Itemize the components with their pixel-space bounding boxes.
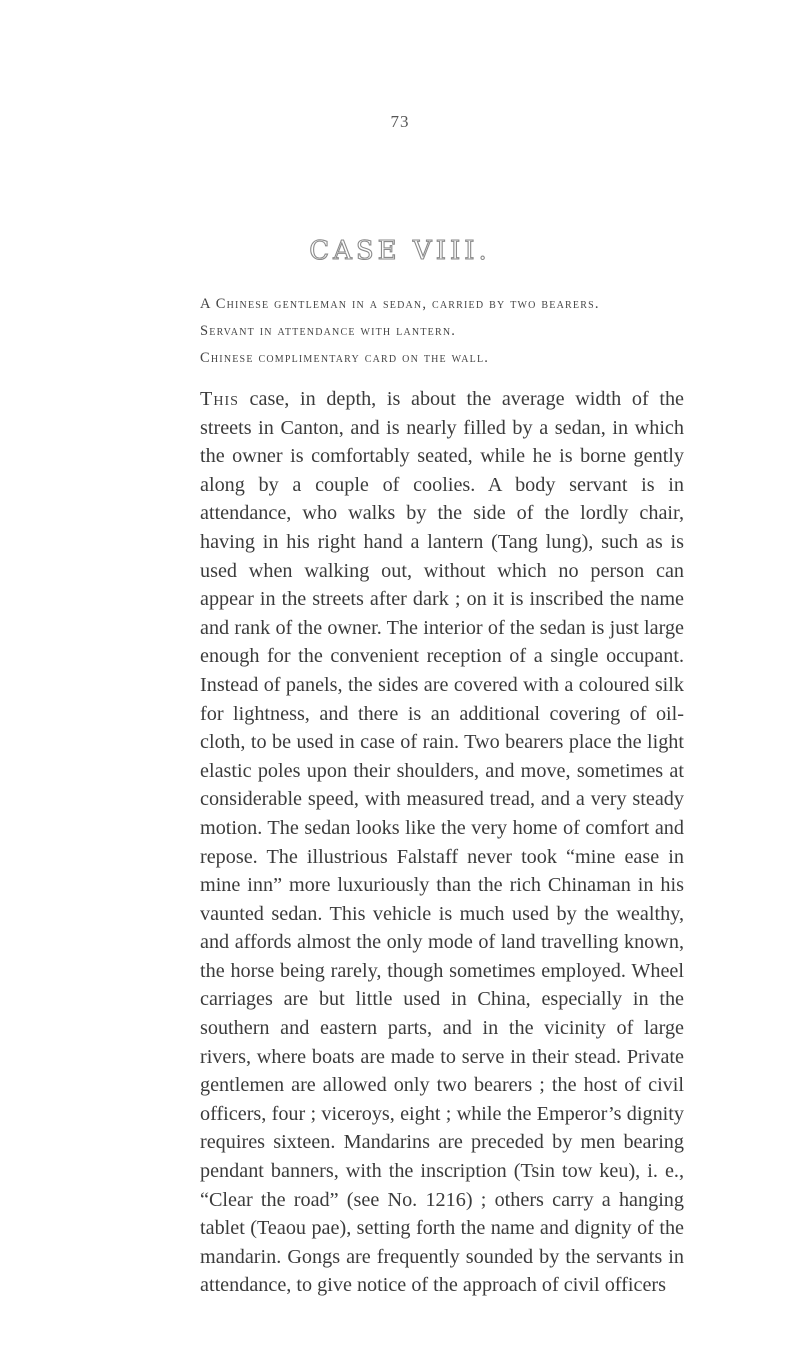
page-number: 73: [390, 112, 410, 131]
caption-text: A Chinese gentleman in a sedan, carried by two bearers.: [200, 296, 600, 312]
lead-word: This: [200, 388, 239, 410]
caption-line-1: [200, 296, 700, 313]
body-paragraph: [200, 385, 684, 1300]
caption-text: Chinese complimentary card on the wall.: [200, 350, 490, 366]
paragraph-body: case, in depth, is about the average width of the streets in Canton, and is nearly filled by a sedan, in which the owner is comfortably seated, while he is borne gently along by a couple of coolies. A body servant is in attendance, who walks by the side of the lordly chair, having in his right hand a lantern (Tang lung), such as is used when walking out, without which no person can appear in the streets after dark ; on it is inscribed the name and rank of the owner. The interior of the sedan is just large enough for the convenient reception of a single occupant. Instead of panels, the sides are covered with a coloured silk for lightness, and there is an additional covering of oil-cloth, to be used in case of rain. Two bearers place the light elastic poles upon their shoulders, and move, sometimes at considerable speed, with measured tread, and a very steady motion. The sedan looks like the very home of comfort and repose. The illustrious Falstaff never took “mine ease in mine inn” more luxuriously than the rich Chinaman in his vaunted sedan. This vehicle is much used by the wealthy, and affords almost the only mode of land travelling known, the horse being rarely, though sometimes employed. Wheel carriages are but little used in China, especially in the southern and eastern parts, and in the vicinity of large rivers, where boats are made to serve in their stead. Private gentlemen are allowed only two bearers ; the host of civil officers, four ; viceroys, eight ; while the Emperor’s dignity requires sixteen. Mandarins are preceded by men bearing pendant banners, with the inscription (Tsin tow keu), i. e., “Clear the road” (see No. 1216) ; others carry a hanging tablet (Teaou pae), setting forth the name and dignity of the mandarin. Gongs are frequently sounded by the servants in attendance, to give notice of the approach of civil officers: [200, 388, 684, 1297]
paragraph-text: [200, 385, 684, 1300]
caption-line-2: [200, 323, 700, 340]
caption-line-3: [200, 350, 700, 367]
caption-text: Servant in attendance with lantern.: [200, 323, 457, 339]
case-title: CASE VIII.: [309, 236, 491, 266]
